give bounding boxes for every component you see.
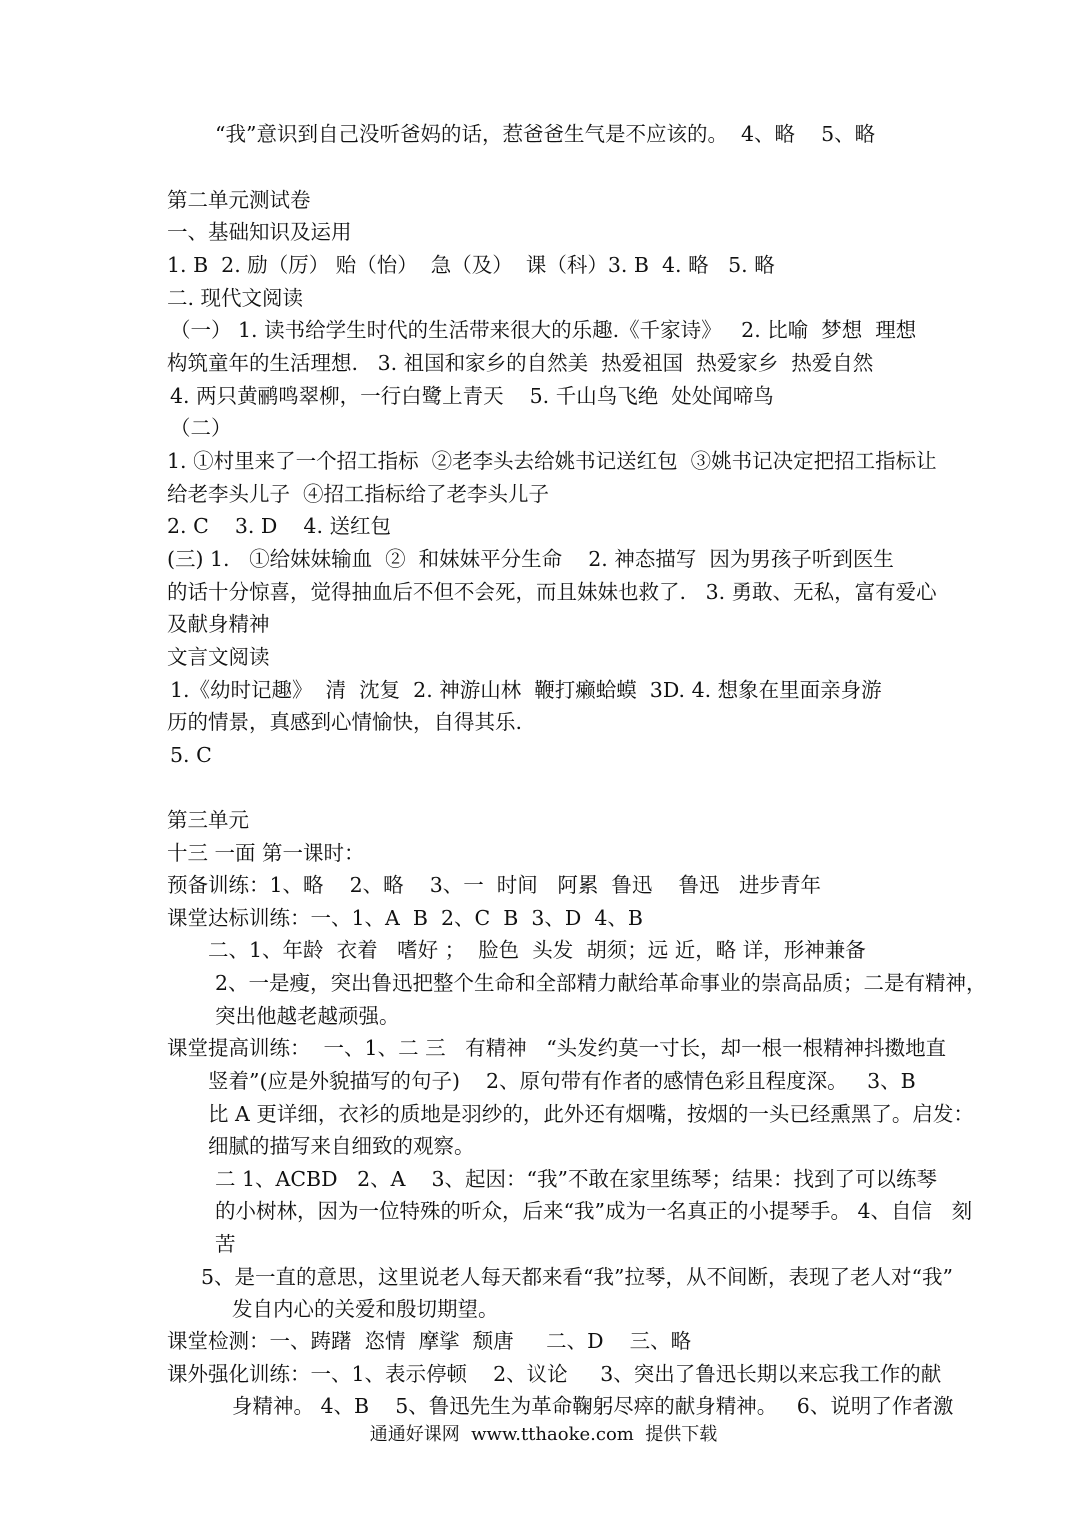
- text-line: 发自内心的关爱和殷切期望。: [232, 1297, 499, 1321]
- text-line: 苦: [215, 1232, 236, 1256]
- text-line: 给老李头儿子 ④招工指标给了老李头儿子: [167, 482, 550, 506]
- page-footer: 通通好课网 www.tthaoke.com 提供下载: [369, 1424, 718, 1445]
- text-line: 课外强化训练：一、1、表示停顿 2、议论 3、突出了鲁迅长期以来忘我工作的献: [167, 1362, 942, 1386]
- text-line: 课堂检测：一、踌躇 恣情 摩挲 颓唐 二、D 三、略: [167, 1329, 692, 1353]
- text-line: 5、是一直的意思，这里说老人每天都来看“我”拉琴，从不间断，表现了老人对“我”: [201, 1265, 953, 1289]
- text-line: 课堂提高训练： 一、1、二 三 有精神 “头发约莫一寸长，却一根一根精神抖擞地直: [167, 1036, 947, 1060]
- text-line: 4. 两只黄鹂鸣翠柳，一行白鹭上青天 5. 千山鸟飞绝 处处闻啼鸟: [170, 384, 774, 408]
- text-line: 的话十分惊喜，觉得抽血后不但不会死，而且妹妹也救了. 3. 勇敢、无私，富有爱心: [167, 580, 937, 604]
- text-line: 1.《幼时记趣》 清 沈复 2. 神游山林 鞭打癞蛤蟆 3D. 4. 想象在里面亲身游: [170, 678, 882, 702]
- text-line: 及献身精神: [167, 612, 270, 636]
- section-heading: 第三单元: [167, 808, 249, 832]
- text-line: 文言文阅读: [167, 645, 270, 669]
- text-line: “我”意识到自己没听爸妈的话，惹爸爸生气是不应该的。 4、略 5、略: [215, 122, 876, 146]
- text-line: 二 1、ACBD 2、A 3、起因：“我”不敢在家里练琴；结果：找到了可以练琴: [215, 1167, 938, 1191]
- text-line: 构筑童年的生活理想. 3. 祖国和家乡的自然美 热爱祖国 热爱家乡 热爱自然: [167, 351, 874, 375]
- text-line: 1. ①村里来了一个招工指标 ②老李头去给姚书记送红包 ③姚书记决定把招工指标让: [167, 449, 937, 473]
- text-line: 二、1、年龄 衣着 嗜好 ； 脸色 头发 胡须；远 近，略 详，形神兼备: [208, 938, 866, 962]
- text-line: 突出他越老越顽强。: [215, 1004, 400, 1028]
- text-line: 的小树林，因为一位特殊的听众，后来“我”成为一名真正的小提琴手。 4、自信 刻: [215, 1199, 973, 1223]
- text-line: 预备训练：1、略 2、略 3、一 时间 阿累 鲁迅 鲁迅 进步青年: [167, 873, 821, 897]
- text-line: （二）: [170, 416, 232, 440]
- text-line: 课堂达标训练：一、1、A B 2、C B 3、D 4、B: [167, 906, 643, 930]
- text-line: 身精神。 4、B 5、鲁迅先生为革命鞠躬尽瘁的献身精神。 6、说明了作者激: [232, 1394, 954, 1418]
- text-line: 5. C: [170, 743, 212, 767]
- text-line: 十三 一面 第一课时：: [167, 841, 365, 865]
- text-line: 细腻的描写来自细致的观察。: [208, 1134, 475, 1158]
- text-line: （一） 1. 读书给学生时代的生活带来很大的乐趣.《千家诗》 2. 比喻 梦想 理想: [170, 318, 917, 342]
- text-line: 二. 现代文阅读: [167, 286, 304, 310]
- text-line: 比 A 更详细，衣衫的质地是羽纱的，此外还有烟嘴，按烟的一头已经熏黑了。启发：: [208, 1102, 974, 1126]
- text-line: 一、基础知识及运用: [167, 220, 352, 244]
- text-line: 2、一是瘦，突出鲁迅把整个生命和全部精力献给革命事业的崇高品质；二是有精神，: [215, 971, 987, 995]
- text-line: 历的情景，真感到心情愉快，自得其乐.: [167, 710, 523, 734]
- text-line: (三) 1. ①给妹妹输血 ② 和妹妹平分生命 2. 神态描写 因为男孩子听到医生: [167, 547, 894, 571]
- text-line: 竖着”(应是外貌描写的句子) 2、原句带有作者的感情色彩且程度深。 3、B: [208, 1069, 916, 1093]
- section-heading: 第二单元测试卷: [167, 188, 311, 212]
- text-line: 1. B 2. 励（厉） 贻（怡） 急（及） 课（科）3. B 4. 略 5. 略: [167, 253, 775, 277]
- text-line: 2. C 3. D 4. 送红包: [167, 514, 391, 538]
